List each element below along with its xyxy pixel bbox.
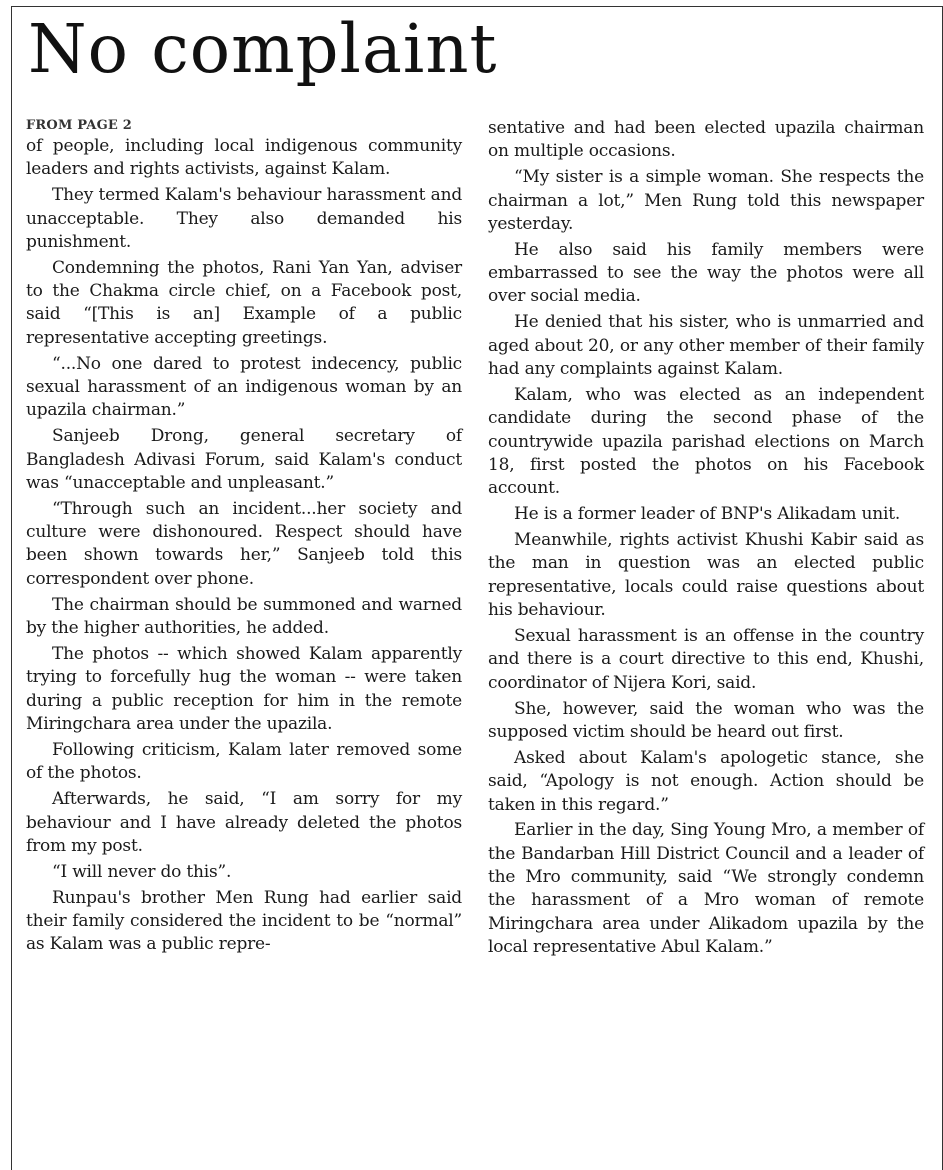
paragraph: She, however, said the woman who was the supposed victim should be heard out first.: [488, 698, 924, 742]
paragraph: Sexual harassment is an offense in the country and there is a court directive to this end, Khushi, coordinator of Nijera Kori, said.: [488, 626, 924, 693]
paragraph: Afterwards, he said, “I am sorry for my behaviour and I have already deleted the photos from my post.: [26, 789, 462, 856]
paragraph: The chairman should be summoned and warned by the higher authorities, he added.: [26, 594, 462, 639]
headline: No complaint: [28, 10, 498, 88]
paragraph: Sanjeeb Drong, general secretary of Bangladesh Adivasi Forum, said Kalam's conduct was “unacceptable and unpleasant.”: [26, 426, 462, 493]
paragraph: “Through such an incident...her society and culture were dishonoured. Respect should have been shown towards her,” Sanjeeb told this correspondent over phone.: [26, 498, 462, 589]
paragraph: He is a former leader of BNP's Alikadam unit.: [514, 504, 901, 525]
paragraph: They termed Kalam's behaviour harassment and unacceptable. They also demanded his punishment.: [26, 185, 462, 252]
paragraph: Meanwhile, rights activist Khushi Kabir said as the man in question was an elected public representative, locals could raise questions about his behaviour.: [488, 530, 924, 621]
paragraph: sentative and had been elected upazila chairman on multiple occasions.: [488, 118, 924, 162]
paragraph: Asked about Kalam's apologetic stance, she said, “Apology is not enough. Action should be taken in this regard.”: [488, 747, 924, 815]
left-column: [26, 117, 462, 957]
paragraph: Earlier in the day, Sing Young Mro, a member of the Bandarban Hill District Council and a leader of the Mro community, said “We strongly condemn the harassment of a Mro woman of remote Miringchara area under Alikadom upazila by the local representative Abul Kalam.”: [488, 820, 924, 957]
paragraph: Condemning the photos, Rani Yan Yan, adviser to the Chakma circle chief, on a Facebook post, said “[This is an] Example of a public representative accepting greetings.: [26, 257, 462, 348]
paragraph: of people, including local indigenous community leaders and rights activists, against Kalam.: [26, 136, 462, 180]
paragraph: Runpau's brother Men Rung had earlier said their family considered the incident to be “normal” as Kalam was a public repre-: [26, 887, 462, 955]
paragraph: Following criticism, Kalam later removed some of the photos.: [26, 739, 462, 784]
paragraph: He denied that his sister, who is unmarried and aged about 20, or any other member of their family had any complaints against Kalam.: [488, 312, 924, 380]
paragraph: “...No one dared to protest indecency, public sexual harassment of an indigenous woman by an upazila chairman.”: [26, 353, 462, 421]
right-column: [488, 117, 924, 959]
paragraph: “I will never do this”.: [52, 861, 232, 882]
left-border-rule: [11, 6, 12, 1170]
top-border-rule: [12, 6, 943, 7]
paragraph: He also said his family members were embarrassed to see the way the photos were all over social media.: [488, 239, 924, 307]
kicker-from-page: FROM PAGE 2: [26, 118, 132, 133]
paragraph: “My sister is a simple woman. She respects the chairman a lot,” Men Rung told this newspaper yesterday.: [488, 167, 924, 234]
paragraph: Kalam, who was elected as an independent candidate during the second phase of the countrywide upazila parishad elections on March 18, first posted the photos on his Facebook account.: [488, 385, 924, 499]
paragraph: The photos -- which showed Kalam apparently trying to forcefully hug the woman -- were taken during a public reception for him in the remote Miringchara area under the upazila.: [26, 644, 462, 734]
